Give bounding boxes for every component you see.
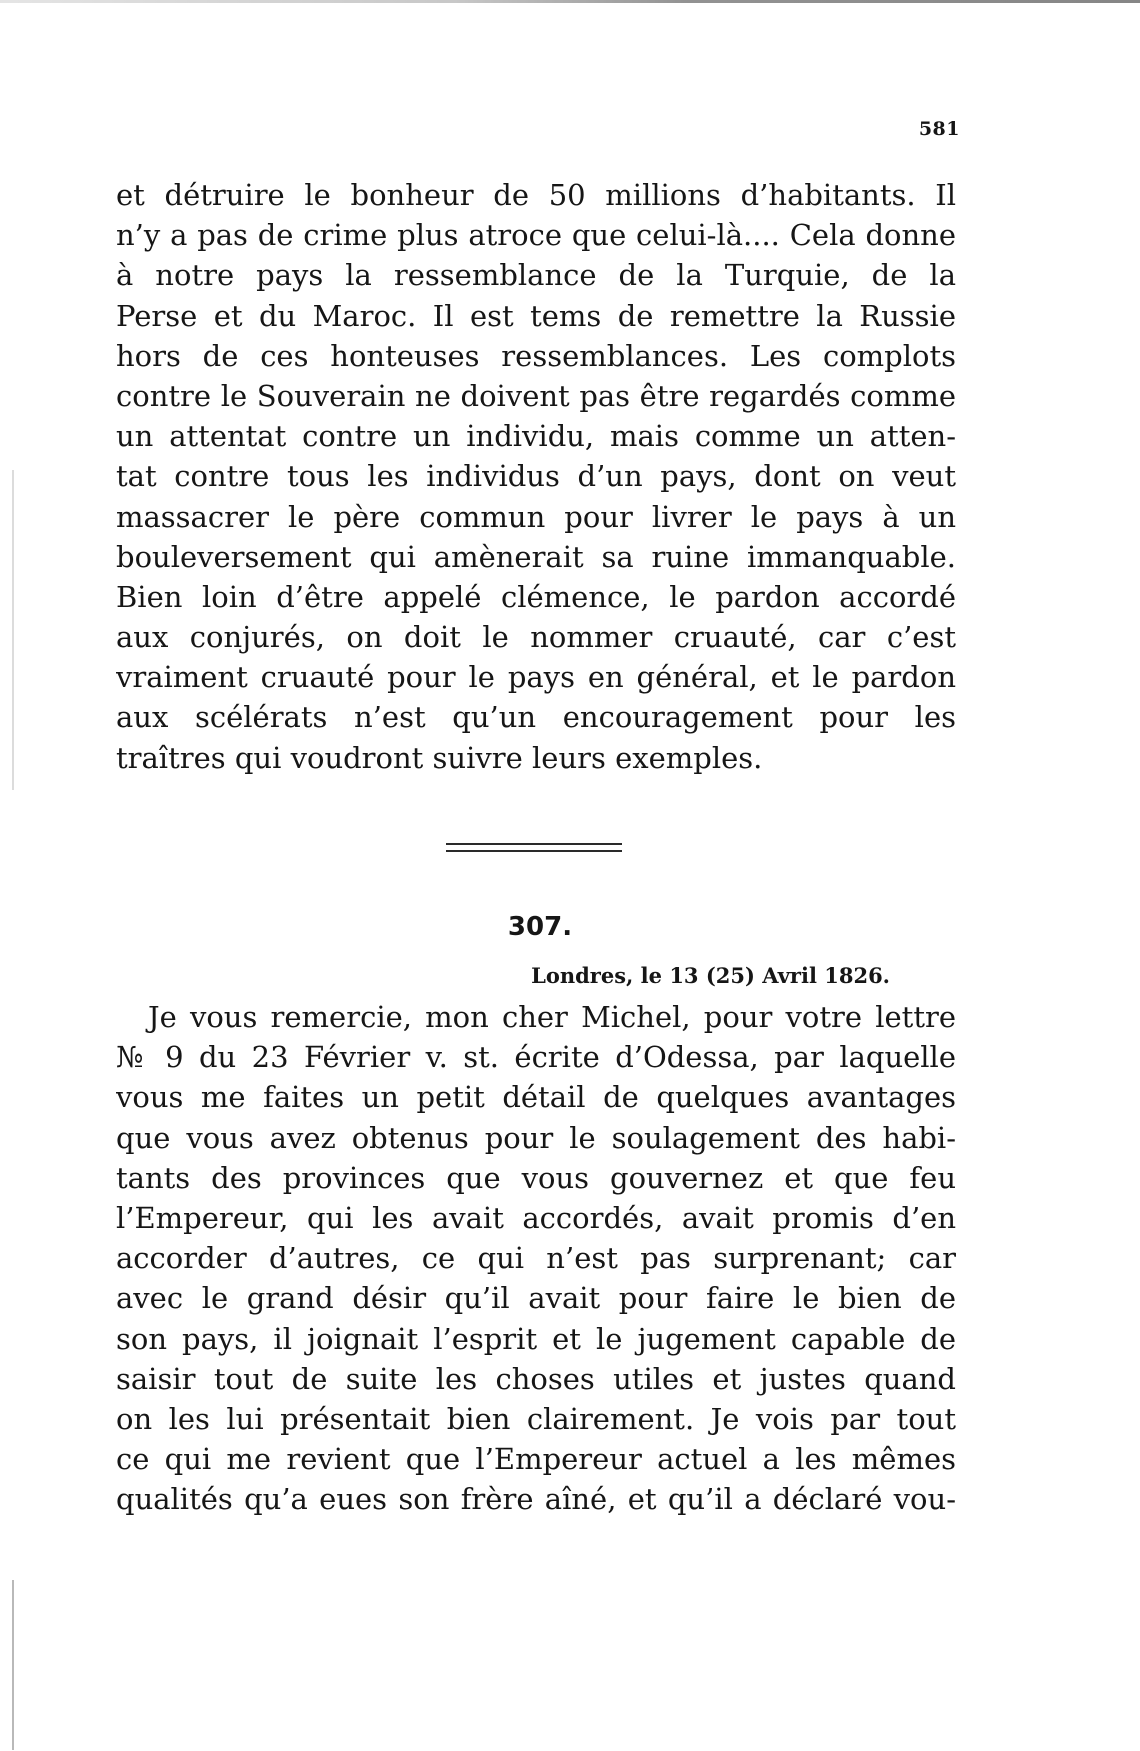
text-line: tat contre tous les individus d’un pays, dont on veut <box>116 459 956 494</box>
text-line: on les lui présentait bien clairement. Je vois par tout <box>116 1401 956 1436</box>
text-line: n’y a pas de crime plus atroce que celui-là.... Cela donne <box>116 218 956 253</box>
section-divider-rule <box>446 843 622 845</box>
text-line: Perse et du Maroc. Il est tems de remettre la Russie <box>116 298 956 333</box>
text-line: un attentat contre un individu, mais comme un atten- <box>116 419 956 454</box>
left-margin-mark-lower <box>12 1580 14 1750</box>
text-line: à notre pays la ressemblance de la Turquie, de la <box>116 258 956 293</box>
text-line: que vous avez obtenus pour le soulagement des habi- <box>116 1120 956 1155</box>
text-line: accorder d’autres, ce qui n’est pas surprenant; car <box>116 1241 956 1276</box>
text-line: son pays, il joignait l’esprit et le jugement capable de <box>116 1321 956 1356</box>
text-line: Bien loin d’être appelé clémence, le pardon accordé <box>116 579 956 614</box>
left-margin-mark <box>12 470 14 790</box>
text-line: vraiment cruauté pour le pays en général, et le pardon <box>116 660 956 695</box>
letter-place-date: Londres, le 13 (25) Avril 1826. <box>531 963 890 988</box>
text-line: vous me faites un petit détail de quelques avantages <box>116 1080 956 1115</box>
text-line: contre le Souverain ne doivent pas être regardés comme <box>116 378 956 413</box>
text-line: l’Empereur, qui les avait accordés, avait promis d’en <box>116 1200 956 1235</box>
text-line: № 9 du 23 Février v. st. écrite d’Odessa, par laquelle <box>116 1040 956 1075</box>
page-top-edge <box>0 0 1140 3</box>
letter-number: 307. <box>507 912 573 942</box>
text-line: et détruire le bonheur de 50 millions d’habitants. Il <box>116 178 956 212</box>
text-line: aux scélérats n’est qu’un encouragement pour les <box>116 700 956 735</box>
text-line: Je vous remercie, mon cher Michel, pour votre lettre <box>148 1000 956 1034</box>
page-number: 581 <box>918 118 960 140</box>
text-line: traîtres qui voudront suivre leurs exemples. <box>116 740 763 775</box>
text-line: qualités qu’a eues son frère aîné, et qu’il a déclaré vou- <box>116 1482 956 1517</box>
text-line: ce qui me revient que l’Empereur actuel a les mêmes <box>116 1442 956 1477</box>
text-line: saisir tout de suite les choses utiles et justes quand <box>116 1361 956 1396</box>
text-line: hors de ces honteuses ressemblances. Les complots <box>116 338 956 373</box>
text-line: avec le grand désir qu’il avait pour faire le bien de <box>116 1281 956 1316</box>
letter-body <box>116 997 956 1519</box>
text-line: tants des provinces que vous gouvernez et que feu <box>116 1160 956 1195</box>
text-line: massacrer le père commun pour livrer le pays à un <box>116 499 956 534</box>
previous-letter-ending <box>116 175 956 778</box>
text-line: bouleversement qui amènerait sa ruine immanquable. <box>116 539 956 574</box>
section-divider-rule <box>446 850 622 852</box>
text-line: aux conjurés, on doit le nommer cruauté, car c’est <box>116 620 956 655</box>
